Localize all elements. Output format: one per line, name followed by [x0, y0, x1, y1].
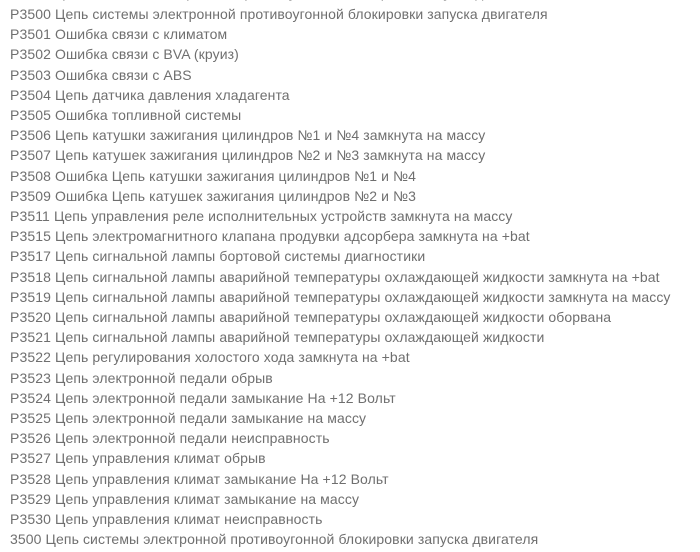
dtc-row: [10, 85, 692, 105]
dtc-row: [10, 408, 692, 428]
dtc-code: P3524: [10, 389, 51, 406]
dtc-row: [10, 428, 692, 448]
dtc-code: P3508: [10, 167, 51, 184]
dtc-description: Цепь катушек зажигания цилиндров №2 и №3 замкнута на массу: [54, 147, 486, 164]
dtc-code: P3523: [10, 369, 51, 386]
dtc-description: Цепь сигнальной лампы аварийной температуры охлаждающей жидкости оборвана: [54, 309, 612, 326]
dtc-code: P3530: [10, 511, 51, 528]
dtc-code: P3511: [10, 208, 50, 225]
dtc-row: [10, 529, 692, 549]
dtc-description: Цепь катушки зажигания цилиндров №1 и №4 замкнута на массу: [54, 127, 486, 144]
dtc-description: Ошибка связи с ABS: [54, 66, 192, 83]
dtc-description: Цепь управления климат замыкание на массу: [54, 490, 360, 507]
dtc-row: [10, 65, 692, 85]
dtc-description: Цепь регулирования холостого хода замкнута на +bat: [54, 349, 410, 366]
dtc-list: [10, 4, 692, 549]
dtc-code: P3506: [10, 127, 51, 144]
dtc-description: Цепь сигнальной лампы аварийной температуры охлаждающей жидкости замкнута на массу: [54, 288, 671, 305]
dtc-row: [10, 206, 692, 226]
dtc-code: P3529: [10, 490, 51, 507]
dtc-description: Цепь электронной педали неисправность: [54, 430, 330, 447]
dtc-description: Цепь электронной педали замыкание На +12 Вольт: [54, 389, 396, 406]
dtc-code: P3504: [10, 86, 51, 103]
dtc-row: [10, 186, 692, 206]
dtc-description: Ошибка связи с климатом: [54, 26, 228, 43]
dtc-description: Цепь системы электронной противоугонной блокировки запуска двигателя: [54, 6, 548, 22]
dtc-code: P3505: [10, 107, 51, 124]
dtc-description: Цепь системы электронной противоугонной блокировки запуска двигателя: [45, 531, 539, 548]
dtc-description: Цепь управления климат неисправность: [54, 511, 323, 528]
dtc-row: [10, 246, 692, 266]
dtc-code: P3517: [10, 248, 51, 265]
dtc-code: P3501: [10, 26, 51, 43]
dtc-code: P3503: [10, 66, 51, 83]
dtc-code: P3526: [10, 430, 51, 447]
dtc-code: P3507: [10, 147, 51, 164]
dtc-code: P3527: [10, 450, 51, 467]
dtc-row: [10, 145, 692, 165]
dtc-row: [10, 287, 692, 307]
dtc-code: P3525: [10, 410, 51, 427]
dtc-row: [10, 267, 692, 287]
dtc-row: [10, 24, 692, 44]
dtc-description: Цепь управления климат обрыв: [54, 450, 266, 467]
dtc-row: [10, 448, 692, 468]
dtc-row: [10, 307, 692, 327]
dtc-code: P3528: [10, 470, 51, 487]
dtc-code: P3520: [10, 309, 51, 326]
dtc-description: Ошибка Цепь катушек зажигания цилиндров №2 и №3: [54, 187, 417, 204]
dtc-row: [10, 4, 692, 24]
dtc-description: Ошибка связи с BVA (круиз): [54, 46, 239, 63]
dtc-code: P3522: [10, 349, 51, 366]
dtc-description: Цепь сигнальной лампы аварийной температуры охлаждающей жидкости: [54, 329, 545, 346]
dtc-code: P3500: [10, 6, 51, 22]
dtc-row: [10, 226, 692, 246]
dtc-description: Цепь электромагнитного клапана продувки адсорбера замкнута на +bat: [54, 228, 530, 245]
dtc-code: P3509: [10, 187, 51, 204]
dtc-description: Ошибка Цепь катушки зажигания цилиндров №1 и №4: [54, 167, 417, 184]
dtc-code: P3502: [10, 46, 51, 63]
dtc-description: Цепь электронной педали замыкание на массу: [54, 410, 367, 427]
dtc-description: Цепь датчика давления хладагента: [54, 86, 290, 103]
dtc-row: [10, 44, 692, 64]
dtc-row: [10, 166, 692, 186]
dtc-code: 3500: [10, 531, 42, 548]
dtc-description: Ошибка топливной системы: [54, 107, 242, 124]
dtc-description: Цепь сигнальной лампы бортовой системы диагностики: [54, 248, 426, 265]
dtc-row: [10, 347, 692, 367]
dtc-description: Цепь электронной педали обрыв: [54, 369, 273, 386]
dtc-row: [10, 388, 692, 408]
dtc-code: P3519: [10, 288, 51, 305]
dtc-row: [10, 509, 692, 529]
dtc-code: P3518: [10, 268, 51, 285]
dtc-row: [10, 469, 692, 489]
dtc-description: Цепь управления климат замыкание На +12 Вольт: [54, 470, 389, 487]
dtc-description: Цепь сигнальной лампы аварийной температуры охлаждающей жидкости замкнута на +bat: [54, 268, 660, 285]
dtc-code: P3521: [10, 329, 51, 346]
clipped-top-row: [10, 0, 540, 3]
dtc-row: [10, 489, 692, 509]
dtc-row: [10, 105, 692, 125]
dtc-code: P3515: [10, 228, 51, 245]
dtc-row: [10, 327, 692, 347]
dtc-description: Цепь управления реле исполнительных устройств замкнута на массу: [53, 208, 513, 225]
dtc-row: [10, 125, 692, 145]
dtc-row: [10, 368, 692, 388]
